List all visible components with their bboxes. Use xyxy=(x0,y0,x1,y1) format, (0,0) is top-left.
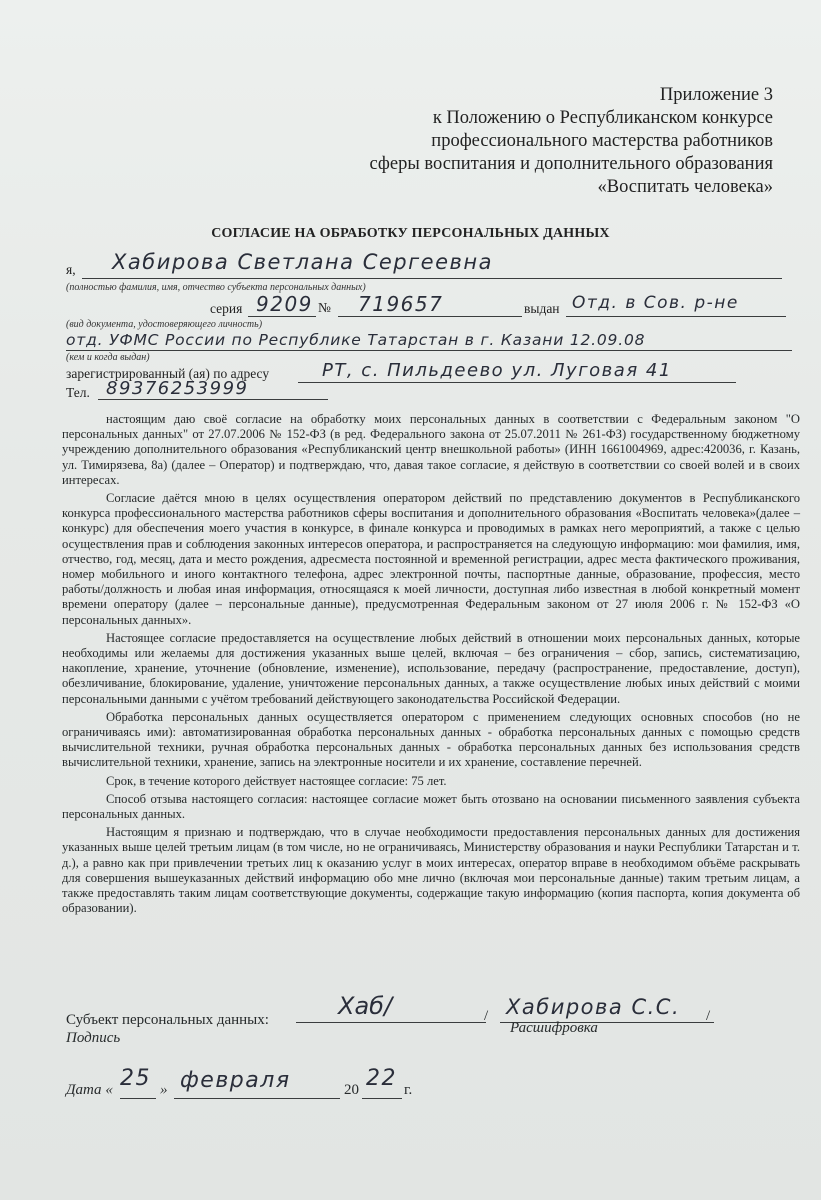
name-underline xyxy=(82,278,782,279)
series-handwritten: 9209 xyxy=(256,292,313,316)
name-handwritten: Хабирова Светлана Сергеевна xyxy=(112,250,493,274)
date-label-text: Дата xyxy=(66,1082,102,1098)
tel-handwritten: 89376253999 xyxy=(106,378,249,399)
day-underline xyxy=(120,1098,156,1099)
name-caption: (полностью фамилия, имя, отчество субъекта персональных данных) xyxy=(66,282,366,293)
signature-handwritten: Хаб/ xyxy=(338,992,393,1020)
tel-label: Тел. xyxy=(66,385,90,400)
paragraph: настоящим даю своё согласие на обработку моих персональных данных в соответствии с Федеральным законом "О персональных данных" от 27.07.2006 № 152-ФЗ (в ред. Федерального закона от 25.07.2011 № 261-ФЗ) государственному бюджетному учреждению дополнительного образования «Республиканский центр внешкольной работы» (ИНН 1661004969, адрес:420036, г. Казань, ул. Тимирязева, 8а) (далее – Оператор) и подтверждаю, что, давая такое согласие, я действую в соответствии со своей волей и в своих интересах. xyxy=(62,412,800,487)
appendix-line: к Положению о Республиканском конкурсе xyxy=(432,108,773,128)
issued-underline xyxy=(566,316,786,317)
number-handwritten: 719657 xyxy=(358,292,444,316)
year-underline xyxy=(362,1098,402,1099)
address-handwritten: РТ, с. Пильдеево ул. Луговая 41 xyxy=(322,360,672,381)
date-open-quote: « xyxy=(105,1082,113,1098)
decode-handwritten: Хабирова С.С. xyxy=(506,995,681,1019)
appendix-line: «Воспитать человека» xyxy=(597,177,773,197)
issued2-handwritten: отд. УФМС России по Республике Татарстан в г. Казани 12.09.08 xyxy=(66,331,646,349)
year-handwritten: 22 xyxy=(366,1066,397,1091)
number-underline xyxy=(338,316,522,317)
issued-handwritten: Отд. в Сов. р-не xyxy=(572,293,739,313)
month-handwritten: февраля xyxy=(180,1068,291,1093)
series-underline xyxy=(248,316,316,317)
tel-underline xyxy=(98,399,328,400)
appendix-line: Приложение 3 xyxy=(659,85,773,105)
decode-separator: / xyxy=(706,1008,711,1024)
day-handwritten: 25 xyxy=(120,1066,151,1091)
paragraph: Настоящим я признаю и подтверждаю, что в случае необходимости предоставления персональных данных для достижения указанных выше целей третьим лицам (в том числе, но не ограничиваясь, Министерству образования и науки Республики Татарстан и т. д.), а равно как при привлечении третьих лиц к оказанию услуг в моих интересах, оператор вправе в необходимом объёме раскрывать для совершения вышеуказанных действий информацию обо мне лично (включая мои персональные данные) таким третьим лицам, а также предоставлять таким лицам соответствующие документы, содержащие такую информацию (копия паспорта, копия документа об образовании). xyxy=(62,825,800,916)
consent-body xyxy=(62,412,800,917)
signature-separator: / xyxy=(484,1008,489,1024)
sign-caption: Подпись xyxy=(66,1030,121,1046)
appendix-header xyxy=(213,84,773,199)
doc-caption: (вид документа, удостоверяющего личность) xyxy=(66,319,263,330)
paragraph: Согласие даётся мною в целях осуществления оператором действий по представлению документов в Республиканского конкурса профессионального мастерства работников сферы воспитания и дополнительного образования «Воспитать человека»(далее – конкурс) для обеспечения моего участия в конкурсе, в финале конкурса и проводимых в рамках него мероприятий, а также с целью осуществления прав и соблюдения законных интересов оператора, и распространяется на следующую информацию: мои фамилия, имя, отчество, год, месяц, дата и место рождения, адресместа постоянной и временной регистрации, адрес места фактического проживания, номер мобильного и иного контактного телефона, адрес электронной почты, паспортные данные, образование, профессия, место работы/должность и любая иная информация, относящаяся к моей личности, доступная либо известная в любой конкретный момент времени оператору (далее – персональные данные), предусмотренная Федеральным законом от 27 июля 2006 г. № 152-ФЗ «О персональных данных». xyxy=(62,491,800,627)
decode-caption: Расшифровка xyxy=(510,1020,598,1036)
subject-label: Субъект персональных данных: xyxy=(66,1012,269,1028)
paragraph: Обработка персональных данных осуществляется оператором с применением следующих основных способов (но не ограничиваясь ими): автоматизированная обработка персональных данных - обработка персональных данных с помощью средств вычислительной техники, ручная обработка персональных данных - обработка персональных данных без использования средств вычислительной техники, хранение, запись на электронные носители и их хранение, составление перечней. xyxy=(62,709,800,770)
paragraph: Способ отзыва настоящего согласия: настоящее согласие может быть отозвано на основании письменного заявления субъекта персональных данных. xyxy=(62,791,800,822)
date-label xyxy=(66,1082,113,1099)
address-label: зарегистрированный (ая) по адресу xyxy=(66,366,270,381)
appendix-line: сферы воспитания и дополнительного образования xyxy=(369,154,773,174)
series-label: серия xyxy=(210,301,243,316)
appendix-line: профессионального мастерства работников xyxy=(431,131,773,151)
paragraph: Настоящее согласие предоставляется на осуществление любых действий в отношении моих персональных данных, которые необходимы или желаемы для достижения указанных выше целей, включая – без ограничения – сбор, запись, систематизацию, накопление, хранение, уточнение (обновление, изменение), использование, передачу (распространение, предоставление, доступ), обезличивание, блокирование, удаление, уничтожение персональных данных, а также осуществление любых иных действий с моими персональными данными с учётом требований действующего законодательства Российской Федерации. xyxy=(62,630,800,706)
issued-label: выдан xyxy=(524,301,560,316)
ya-label: я, xyxy=(66,262,76,277)
number-label: № xyxy=(318,300,331,315)
address-underline xyxy=(298,382,736,383)
year-prefix: 20 xyxy=(344,1082,359,1098)
issued2-underline xyxy=(66,350,792,351)
paragraph: Срок, в течение которого действует настоящее согласие: 75 лет. xyxy=(106,773,447,788)
document-title: СОГЛАСИЕ НА ОБРАБОТКУ ПЕРСОНАЛЬНЫХ ДАННЫХ xyxy=(211,226,610,241)
issued-caption: (кем и когда выдан) xyxy=(66,352,150,363)
date-close-quote: » xyxy=(160,1082,168,1098)
signature-underline xyxy=(296,1022,486,1023)
month-underline xyxy=(174,1098,340,1099)
year-unit: г. xyxy=(404,1082,413,1098)
